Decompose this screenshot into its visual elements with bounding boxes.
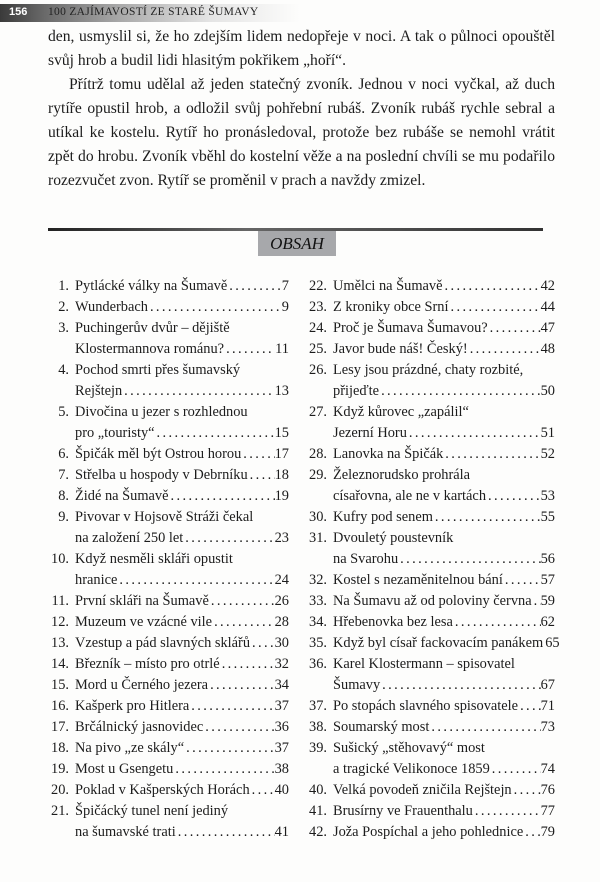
toc-entry-title: Z kroniky obce Srní — [333, 299, 449, 315]
toc-entry-title: Vzestup a pád slavných sklářů — [75, 635, 251, 651]
toc-entry-page: 74 — [540, 761, 555, 777]
toc-entry-title: Šumavy — [333, 677, 381, 693]
toc-entry-number: 11. — [51, 593, 69, 609]
toc-entry-number: 24. — [309, 320, 327, 336]
toc-entry-title: Divočina u jezer s rozhlednou — [75, 404, 248, 420]
book-title: 100 ZAJÍMAVOSTÍ ZE STARÉ ŠUMAVY — [48, 6, 259, 18]
toc-entry-number: 25. — [309, 341, 327, 357]
leader-dots — [184, 738, 275, 759]
toc-entry — [302, 570, 555, 591]
leader-dots — [443, 444, 540, 465]
toc-entry-page: 57 — [540, 572, 555, 588]
toc-entry — [44, 402, 289, 444]
toc-entry-page: 79 — [540, 824, 555, 840]
toc-entry-title: Pytlácké války na Šumavě — [75, 278, 228, 294]
toc-entry-title: Javor bude náš! Český! — [333, 341, 468, 357]
toc-entry-number: 36. — [309, 656, 327, 672]
leader-dots — [468, 339, 541, 360]
toc-entry — [302, 507, 555, 528]
page-number: 156 — [9, 6, 28, 18]
toc-entry — [44, 318, 289, 360]
toc-entry — [302, 360, 555, 402]
toc-entry-page: 18 — [274, 467, 289, 483]
leader-dots — [443, 276, 541, 297]
toc-entry-title: Rejštejn — [75, 383, 123, 399]
toc-entry — [44, 444, 289, 465]
toc-entry-page: 28 — [274, 614, 289, 630]
toc-entry — [302, 402, 555, 444]
toc-entry — [302, 696, 555, 717]
toc-entry — [302, 339, 555, 360]
toc-entry-page: 19 — [274, 488, 289, 504]
toc-entry — [44, 465, 289, 486]
toc-entry-title: Brusírny ve Frauenthalu — [333, 803, 473, 819]
toc-entry-page: 24 — [274, 572, 289, 588]
toc-entry — [302, 297, 555, 318]
toc-entry — [44, 486, 289, 507]
toc-entry-title: Železnorudsko prohrála — [333, 467, 471, 483]
toc-entry-number: 22. — [309, 278, 327, 294]
leader-dots — [148, 297, 282, 318]
toc-entry-title: císařovna, ale ne v kartách — [333, 488, 487, 504]
leader-dots — [433, 507, 541, 528]
leader-dots — [220, 654, 275, 675]
toc-entry — [44, 780, 289, 801]
toc-entry-page: 36 — [274, 719, 289, 735]
toc-entry-title: Hřebenovka bez lesa — [333, 614, 453, 630]
toc-entry-page: 11 — [275, 341, 289, 357]
toc-entry-title: Když byl císař fackovacím panákem — [333, 635, 544, 651]
toc-entry-page: 65 — [545, 635, 560, 651]
toc-entry-number: 31. — [309, 530, 327, 546]
toc-entry — [302, 276, 555, 297]
leader-dots — [241, 444, 274, 465]
toc-entry-page: 34 — [274, 677, 289, 693]
leader-dots — [227, 276, 282, 297]
toc-entry-number: 10. — [51, 551, 69, 567]
toc-entry-number: 41. — [309, 803, 327, 819]
toc-entry-page: 51 — [540, 425, 555, 441]
toc-entry-title: Umělci na Šumavě — [333, 278, 443, 294]
toc-entry-number: 13. — [51, 635, 69, 651]
toc-entry-page: 38 — [274, 761, 289, 777]
toc-entry-title: Kufry pod senem — [333, 509, 433, 525]
leader-dots — [250, 633, 275, 654]
toc-entry-title: Pochod smrti přes šumavský — [75, 362, 241, 378]
toc-entry-number: 23. — [309, 299, 327, 315]
leader-dots — [117, 570, 274, 591]
toc-entry-title: Na pivo „ze skály“ — [75, 740, 185, 756]
toc-entry-page: 73 — [540, 719, 555, 735]
toc-entry-title: Poklad v Kašperských Horách — [75, 782, 250, 798]
toc-entry-page: 15 — [274, 425, 289, 441]
toc-entry-title: Špičák měl být Ostrou horou — [75, 446, 242, 462]
toc-entry — [44, 759, 289, 780]
toc-entry-title: Sušický „stěhovavý“ most — [333, 740, 485, 756]
toc-entry — [44, 612, 289, 633]
toc-entry-title: přijeďte — [333, 383, 380, 399]
toc-entry-number: 7. — [58, 467, 69, 483]
toc-entry-title: pro „touristy“ — [75, 425, 155, 441]
toc-entry — [44, 591, 289, 612]
leader-dots — [176, 822, 275, 843]
toc-entry — [44, 717, 289, 738]
toc-entry-number: 30. — [309, 509, 327, 525]
toc-entry-title: a tragické Velikonoce 1859 — [333, 761, 490, 777]
leader-dots — [512, 780, 541, 801]
toc-entry-title: Mord u Černého jezera — [75, 677, 209, 693]
toc-entry-number: 29. — [309, 467, 327, 483]
toc-entry-page: 59 — [540, 593, 555, 609]
running-header — [0, 4, 300, 22]
toc-entry-page: 55 — [540, 509, 555, 525]
toc-entry-title: Když kůrovec „zapálil“ — [333, 404, 469, 420]
toc-entry-number: 9. — [58, 509, 69, 525]
toc-entry-title: Lesy jsou prázdné, chaty rozbité, — [333, 362, 524, 378]
toc-entry-number: 38. — [309, 719, 327, 735]
toc-entry — [44, 738, 289, 759]
toc-entry-title: Karel Klostermann – spisovatel — [333, 656, 515, 672]
toc-entry-title: Židé na Šumavě — [75, 488, 169, 504]
toc-entry-page: 37 — [274, 740, 289, 756]
body-text — [48, 25, 555, 193]
toc-entry — [44, 633, 289, 654]
leader-dots — [429, 717, 540, 738]
toc-entry-page: 50 — [540, 383, 555, 399]
toc-entry-number: 37. — [309, 698, 327, 714]
toc-entry — [44, 297, 289, 318]
toc-entry-number: 15. — [51, 677, 69, 693]
toc-entry-page: 41 — [274, 824, 289, 840]
toc-entry-title: Na Šumavu až od poloviny června — [333, 593, 532, 609]
toc-entry-page: 40 — [274, 782, 289, 798]
toc-entry-page: 53 — [540, 488, 555, 504]
toc-entry-title: Dvouletý poustevník — [333, 530, 454, 546]
toc-entry-page: 71 — [540, 698, 555, 714]
toc-entry-number: 40. — [309, 782, 327, 798]
leader-dots — [203, 717, 274, 738]
toc-entry — [44, 276, 289, 297]
toc-entry — [302, 822, 555, 843]
toc-entry-title: na založení 250 let — [75, 530, 184, 546]
toc-entry — [44, 801, 289, 843]
toc-entry-number: 32. — [309, 572, 327, 588]
toc-entry-title: Kašperk pro Hitlera — [75, 698, 190, 714]
toc-entry-title: hranice — [75, 572, 118, 588]
toc-entry — [302, 654, 555, 696]
leader-dots — [248, 465, 275, 486]
toc-entry-number: 6. — [58, 446, 69, 462]
toc-entry-number: 20. — [51, 782, 69, 798]
toc-entry-title: Velká povodeň zničila Rejštejn — [333, 782, 512, 798]
leader-dots — [183, 528, 274, 549]
toc-entry-title: Proč je Šumava Šumavou? — [333, 320, 488, 336]
toc-entry-number: 3. — [58, 320, 69, 336]
toc-entry — [302, 465, 555, 507]
toc-entry — [302, 318, 555, 339]
leader-dots — [189, 696, 274, 717]
toc-entry-page: 62 — [540, 614, 555, 630]
leader-dots — [532, 591, 541, 612]
leader-dots — [208, 675, 275, 696]
toc-entry-number: 4. — [58, 362, 69, 378]
leader-dots — [379, 381, 541, 402]
leader-dots — [488, 318, 541, 339]
toc-entry-number: 28. — [309, 446, 327, 462]
leader-dots — [486, 486, 541, 507]
leader-dots — [407, 423, 541, 444]
toc-entry-number: 17. — [51, 719, 69, 735]
leader-dots — [473, 801, 541, 822]
toc-entry-page: 37 — [274, 698, 289, 714]
toc-entry-page: 77 — [540, 803, 555, 819]
toc-entry-title: Pivovar v Hojsově Stráži čekal — [75, 509, 254, 525]
toc-entry-page: 9 — [281, 299, 289, 315]
toc-entry-page: 7 — [281, 278, 289, 294]
toc-entry — [44, 654, 289, 675]
leader-dots — [380, 675, 540, 696]
toc-entry-title: Muzeum ve vzácné vile — [75, 614, 213, 630]
leader-dots — [169, 486, 275, 507]
toc-entry-title: Joža Pospíchal a jeho pohlednice — [333, 824, 524, 840]
toc-entry-number: 21. — [51, 803, 69, 819]
toc-entry-title: Brčálnický jasnovidec — [75, 719, 204, 735]
toc-entry-page: 17 — [274, 446, 289, 462]
toc-entry-page: 30 — [274, 635, 289, 651]
leader-dots — [173, 759, 274, 780]
toc-heading: OBSAH — [258, 231, 336, 256]
toc-entry-number: 34. — [309, 614, 327, 630]
toc-entry-number: 35. — [309, 635, 327, 651]
toc-entry — [44, 549, 289, 591]
leader-dots — [250, 780, 275, 801]
leader-dots — [398, 549, 540, 570]
toc-entry-title: Jezerní Horu — [333, 425, 407, 441]
leader-dots — [122, 381, 274, 402]
toc-entry — [302, 738, 555, 780]
toc-entry-title: Když nesměli skláři opustit — [75, 551, 233, 567]
leader-dots — [224, 339, 275, 360]
toc-entry-number: 5. — [58, 404, 69, 420]
toc-entry-page: 48 — [540, 341, 555, 357]
leader-dots — [209, 591, 275, 612]
toc-entry — [302, 444, 555, 465]
toc-entry-page: 32 — [274, 656, 289, 672]
toc-entry — [302, 528, 555, 570]
leader-dots — [523, 822, 540, 843]
toc-entry-number: 16. — [51, 698, 69, 714]
toc-entry-title: Lanovka na Špičák — [333, 446, 444, 462]
toc-entry — [302, 612, 555, 633]
toc-entry-title: na Svarohu — [333, 551, 399, 567]
toc-entry-number: 14. — [51, 656, 69, 672]
toc-entry-number: 1. — [58, 278, 69, 294]
toc-entry-number: 42. — [309, 824, 327, 840]
toc-entry-page: 52 — [540, 446, 555, 462]
toc-entry-number: 8. — [58, 488, 69, 504]
toc-entry-page: 47 — [540, 320, 555, 336]
leader-dots — [212, 612, 275, 633]
toc-entry-title: Kostel s nezaměnitelnou bání — [333, 572, 503, 588]
paragraph: Přítrž tomu udělal až jeden statečný zvoník. Jednou v noci vyčkal, až duch rytíře opustil hrob, a odložil svůj pohřební rubáš. Zvoník rubáš rychle sebral a utíkal ke kostelu. Rytíř ho pronásledoval, protože bez rubáše se nemohl vrátit zpět do hrobu. Zvoník vběhl do kostelní věže a na poslední chvíli se mu podařilo rozezvučet zvon. Rytíř se proměnil v prach a navždy zmizel. — [48, 76, 555, 189]
toc-entry — [302, 780, 555, 801]
toc-entry-title: Po stopách slavného spisovatele — [333, 698, 519, 714]
paragraph: den, usmyslil si, že ho zdejším lidem nedopřeje v noci. A tak o půlnoci opouštěl svůj hrob a budil lidi hlasitým pokřikem „hoří“. — [48, 28, 555, 69]
toc-entry-number: 18. — [51, 740, 69, 756]
toc-entry — [44, 675, 289, 696]
leader-dots — [449, 297, 541, 318]
toc-entry — [44, 360, 289, 402]
leader-dots — [518, 696, 541, 717]
toc-entry-number: 26. — [309, 362, 327, 378]
toc-entry-page: 26 — [274, 593, 289, 609]
toc-entry-title: Puchingerův dvůr – dějiště — [75, 320, 230, 336]
toc-entry — [302, 633, 560, 654]
toc-entry-page: 56 — [540, 551, 555, 567]
toc-column-left — [44, 276, 289, 843]
leader-dots — [503, 570, 541, 591]
toc-entry-page: 13 — [274, 383, 289, 399]
toc-entry-page: 23 — [274, 530, 289, 546]
toc-entry-title: Klostermannova románu? — [75, 341, 225, 357]
toc-entry — [44, 507, 289, 549]
toc-entry — [302, 717, 555, 738]
toc-entry — [302, 801, 555, 822]
toc-entry-page: 44 — [540, 299, 555, 315]
toc-entry-title: na šumavské trati — [75, 824, 176, 840]
toc-entry-number: 39. — [309, 740, 327, 756]
toc-entry-number: 12. — [51, 614, 69, 630]
toc-entry-page: 67 — [540, 677, 555, 693]
toc-entry-title: Wunderbach — [75, 299, 148, 315]
toc-column-right — [302, 276, 560, 843]
toc-entry-title: Špičácký tunel není jediný — [75, 803, 229, 819]
toc-entry — [44, 696, 289, 717]
toc-entry-page: 76 — [540, 782, 555, 798]
leader-dots — [453, 612, 541, 633]
toc-entry-number: 19. — [51, 761, 69, 777]
leader-dots — [155, 423, 275, 444]
toc-entry-number: 2. — [58, 299, 69, 315]
toc-entry-number: 33. — [309, 593, 327, 609]
toc-entry-page: 42 — [540, 278, 555, 294]
leader-dots — [490, 759, 541, 780]
toc-entry-title: Březník – místo pro otrlé — [75, 656, 220, 672]
toc-entry-title: Most u Gsengetu — [75, 761, 174, 777]
toc-entry-title: Střelba u hospody v Debrníku — [75, 467, 248, 483]
toc-entry — [302, 591, 555, 612]
toc-entry-title: První skláři na Šumavě — [75, 593, 209, 609]
toc-entry-title: Soumarský most — [333, 719, 430, 735]
toc-entry-number: 27. — [309, 404, 327, 420]
